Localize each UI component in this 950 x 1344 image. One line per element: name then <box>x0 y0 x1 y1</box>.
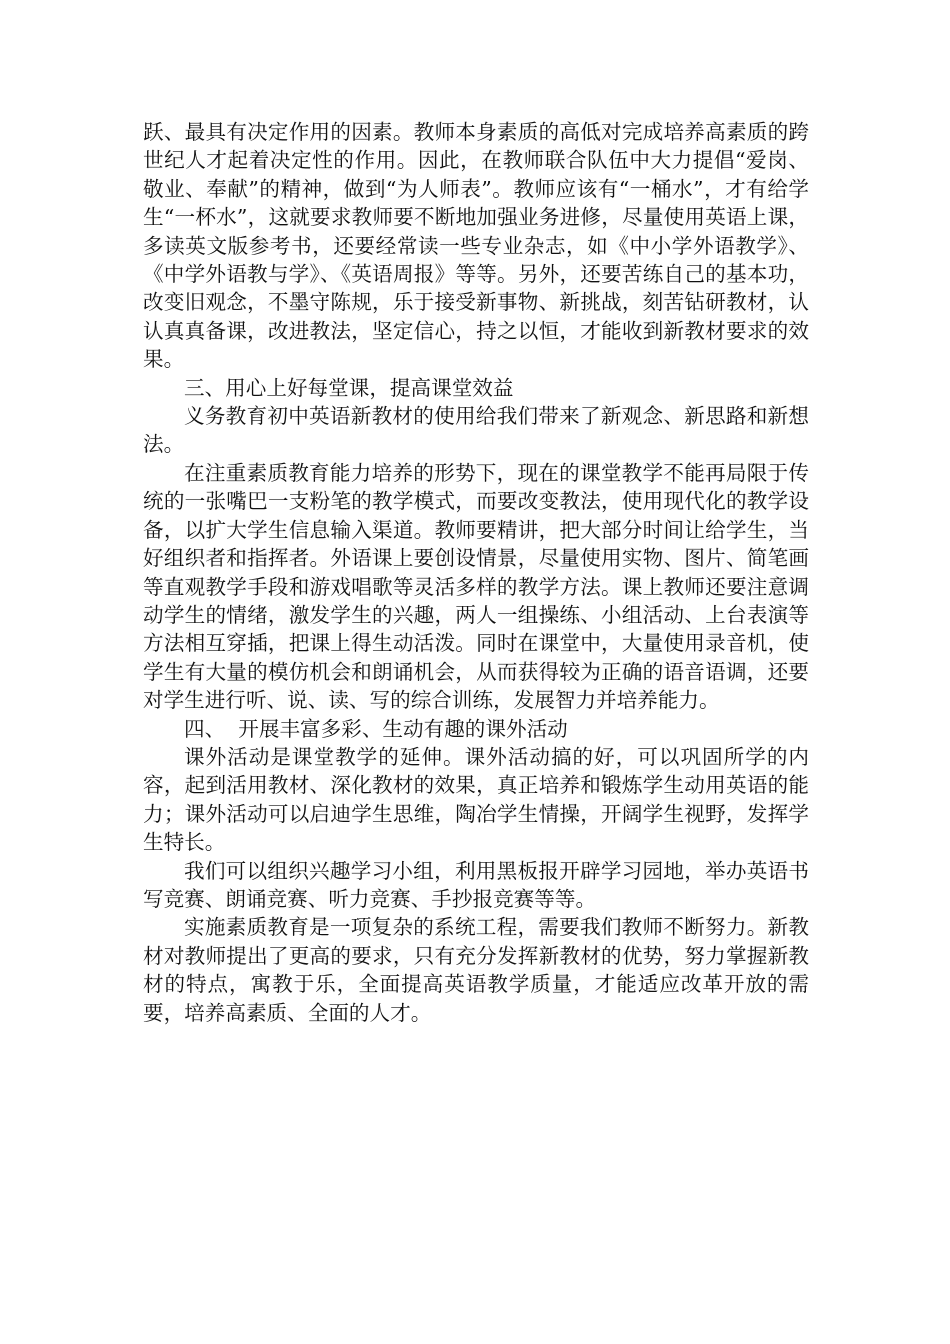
paragraph: 义务教育初中英语新教材的使用给我们带来了新观念、新思路和新想法。 <box>143 404 809 457</box>
paragraph-continuation: 跃、最具有决定作用的因素。教师本身素质的高低对完成培养高素质的跨世纪人才起着决定性的作用。因此，在教师联合队伍中大力提倡“爱岗、敬业、奉献”的精神，做到“为人师表”。教师应该有“一桶水”，才有给学生“一杯水”，这就要求教师要不断地加强业务进修，尽量使用英语上课，多读英文版参考书，还要经常读一些专业杂志，如《中小学外语教学》、《中学外语教与学》、《英语周报》等等。另外，还要苦练自己的基本功，改变旧观念，不墨守陈规，乐于接受新事物、新挑战，刻苦钻研教材，认认真真备课，改进教法，坚定信心，持之以恒，才能收到新教材要求的效果。 <box>143 120 809 372</box>
document-body <box>143 118 809 1027</box>
section-heading-3: 三、用心上好每堂课，提高课堂效益 <box>184 375 514 400</box>
paragraph: 在注重素质教育能力培养的形势下，现在的课堂教学不能再局限于传统的一张嘴巴一支粉笔的教学模式，而要改变教法，使用现代化的教学设备，以扩大学生信息输入渠道。教师要精讲，把大部分时间让给学生，当好组织者和指挥者。外语课上要创设情景，尽量使用实物、图片、简笔画等直观教学手段和游戏唱歌等灵活多样的教学方法。课上教师还要注意调动学生的情绪，激发学生的兴趣，两人一组操练、小组活动、上台表演等方法相互穿插，把课上得生动活泼。同时在课堂中，大量使用录音机，使学生有大量的模仿机会和朗诵机会，从而获得较为正确的语音语调，还要对学生进行听、说、读、写的综合训练，发展智力并培养能力。 <box>143 460 809 713</box>
paragraph: 我们可以组织兴趣学习小组，利用黑板报开辟学习园地，举办英语书写竞赛、朗诵竞赛、听力竞赛、手抄报竞赛等等。 <box>143 858 809 911</box>
paragraph: 课外活动是课堂教学的延伸。课外活动搞的好，可以巩固所学的内容，起到活用教材、深化教材的效果，真正培养和锻炼学生动用英语的能力；课外活动可以启迪学生思维，陶冶学生情操，开阔学生视野，发挥学生特长。 <box>143 744 809 855</box>
section-heading-4: 四、 开展丰富多彩、生动有趣的课外活动 <box>184 716 568 741</box>
paragraph: 实施素质教育是一项复杂的系统工程，需要我们教师不断努力。新教材对教师提出了更高的要求，只有充分发挥新教材的优势，努力掌握新教材的特点，寓教于乐，全面提高英语教学质量，才能适应改革开放的需要，培养高素质、全面的人才。 <box>143 915 809 1025</box>
